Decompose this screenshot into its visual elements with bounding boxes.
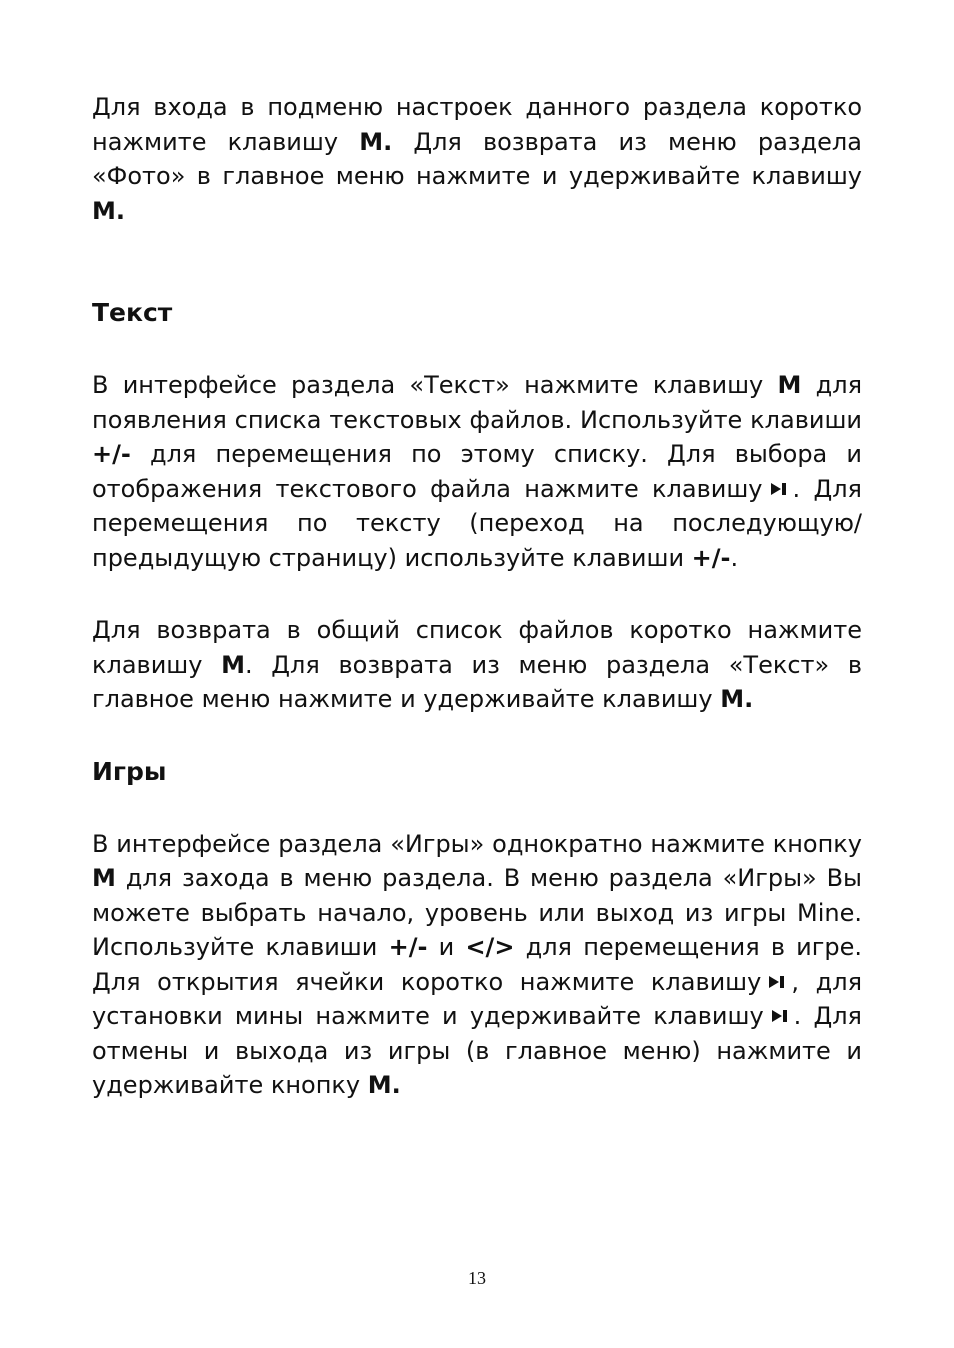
key-m: M. [92,196,125,225]
text-run: . Для отмены и выхода из игры (в главное меню) нажмите и удерживайте кнопку [92,1002,862,1099]
text-run: Для входа в подменю настроек данного раздела коротко нажмите клавишу [92,93,862,156]
key-plus-minus: +/- [92,440,131,468]
text-run: . [730,543,739,572]
key-m: M. [720,685,754,713]
text-run: В интерфейсе раздела «Текст» нажмите клавишу [92,371,778,399]
key-arrows: </> [465,933,515,961]
key-m: M [92,864,116,892]
text-run: В интерфейсе раздела «Игры» однократно нажмите кнопку [92,829,862,858]
text-run: , для установки мины нажмите и удерживайте клавишу [92,967,863,1030]
key-plus-minus: +/- [388,933,428,961]
play-pause-icon [769,472,791,507]
games-section-paragraph [92,827,862,1103]
text-run: для захода в меню раздела. В меню раздела «Игры» Вы можете выбрать начало, уровень или выход из игры Mine. Используйте клавиши [92,864,862,961]
section-heading-text: Текст [92,298,173,327]
intro-paragraph [92,90,862,228]
text-run: для появления списка текстовых файлов. Используйте клавиши [92,371,862,434]
page-number: 13 [468,1268,486,1288]
key-m: M. [359,127,393,156]
text-run: для перемещения по этому списку. Для выбора и отображения текстового файла нажмите клавишу [92,440,862,503]
section-heading-games: Игры [92,756,167,786]
text-run: . Для возврата из меню раздела «Текст» в главное меню нажмите и удерживайте клавишу [92,650,863,713]
text-run: Для возврата из меню раздела «Фото» в главное меню нажмите и удерживайте клавишу [92,127,862,190]
text-run: . Для перемещения по тексту (переход на последующую/ предыдущую страницу) используйте клавиши [92,474,862,572]
key-m: M. [367,1071,401,1099]
play-pause-icon [770,999,792,1034]
text-section-paragraph-1 [92,368,862,575]
play-pause-icon [767,965,789,1000]
text-section-paragraph-2 [92,613,862,717]
text-run: и [427,933,466,961]
text-run: для перемещения в игре. Для открытия ячейки коротко нажмите клавишу [92,933,863,996]
text-run: Для возврата в общий список файлов коротко нажмите клавишу [92,616,862,679]
page-content [92,90,862,1103]
key-plus-minus: +/- [691,543,731,572]
key-m: M [221,650,246,679]
key-m: M [777,371,802,399]
